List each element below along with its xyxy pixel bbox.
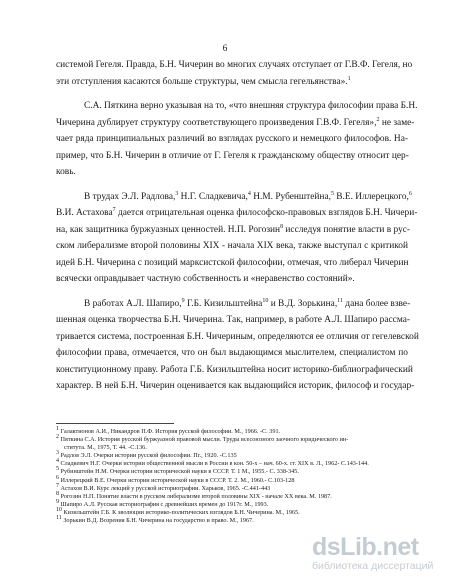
text-line: [56, 271, 408, 288]
text-run: идей Б.Н. Чичерина с позиций марксистской философии, отмечая, что либерал Чичерин: [56, 257, 409, 268]
text-line: [56, 255, 408, 272]
text-run: эти отступления касаются больше структуры, чем смысла гегельянства».: [56, 76, 348, 87]
text-run: В работах А.Л. Шапиро,: [84, 298, 182, 309]
footnote-text: Зорькин В.Д. Возрения Б.Н. Чичерина на государство и право. М., 1967.: [61, 517, 254, 525]
body-text: [56, 57, 419, 395]
text-run: всячески оправдывает частную собственность и «неравенство состояний».: [56, 274, 355, 284]
text-line: [56, 222, 411, 239]
text-line: [56, 238, 408, 255]
footnote: [56, 490, 408, 501]
footnote-text: Сладкевич Н.Г. Очерки истории общественной мысли в России в кон. 50-х – нач. 60-х. гг. XIX в. Л., 1962- С.143-144.: [59, 460, 369, 468]
text-line: [56, 205, 418, 222]
footnote-ref: 8: [280, 223, 284, 230]
text-run: исследуя понятие власти в рус-: [283, 224, 411, 235]
footnote-number: 11: [56, 514, 62, 521]
footnote: [56, 498, 408, 509]
footnote-text: Галактионов А.И., Никандров П.Ф. История русской философии. М., 1966. -С. 391.: [59, 428, 281, 435]
text-run: шенная оценка творчества Б.Н. Чичерина. Так, например, в работе А.Л. Шапиро рассма-: [56, 315, 410, 325]
watermark-logo: dsLib.net: [312, 533, 419, 561]
footnote-ref: 3: [175, 190, 179, 197]
text-line: [56, 189, 412, 206]
text-run: философии права, отмечается, что он был выдающимся мыслителем, специалистом по: [56, 348, 408, 358]
footnote-divider: [56, 423, 174, 424]
text-line: [56, 345, 408, 362]
text-line: [56, 115, 415, 132]
text-run: дается отрицательная оценка философско-правовых взглядов Б.Н. Чичери-: [115, 208, 418, 218]
text-run: чает ряда принципиальных различий во взглядах русского и немецкого философов. На-: [56, 134, 408, 144]
footnote: [56, 514, 408, 525]
text-run: ковь.: [56, 167, 76, 177]
text-run: не заме-: [379, 117, 415, 128]
footnote: [56, 482, 408, 493]
footnote-ref: 7: [112, 206, 116, 213]
text-line: [56, 312, 408, 329]
footnote-ref: 5: [330, 190, 334, 197]
text-run: пример, что Б.Н. Чичерин в отличие от Г. Гегеля к гражданскому обществу относит цер-: [56, 150, 409, 161]
footnote-text: Рубинштейн Н.М. Очерки истории исторической науки в СССР. Т. 1 М., 1955.- С. 338-345.: [59, 468, 299, 476]
text-run: ском либерализме второй половины XIX - начала XIX века, также выступал с критикой: [56, 241, 408, 251]
text-run: В.И. Астахова: [56, 208, 113, 218]
text-run: Г.Б. Кизильштейна: [184, 298, 263, 309]
text-line: [56, 296, 411, 313]
footnote-ref: 9: [181, 297, 185, 304]
text-line: [56, 148, 408, 165]
footnote-number: 9: [56, 498, 59, 505]
footnote-number: 5: [56, 466, 59, 473]
footnote-number: 10: [56, 506, 62, 513]
footnote-ref: 4: [247, 190, 251, 197]
text-run: дана более взве-: [342, 298, 411, 309]
footnote: [56, 474, 408, 485]
text-run: тривается система, построенная Б.Н. Чичериным, определяются ее отличия от гегелевской: [56, 331, 419, 342]
footnote: [56, 436, 408, 444]
text-run: Н.М. Рубенштейна,: [250, 191, 331, 202]
text-line: [56, 164, 408, 181]
footnote-number: 2: [56, 434, 59, 441]
text-line: [56, 74, 408, 91]
text-line: [56, 362, 413, 379]
text-run: характер. В ней Б.Н. Чичерин оценивается как выдающийся историк, философ и государ-: [56, 381, 415, 391]
text-run: конституционному праву. Работа Г.Б. Кизильштейна носит историко-библиографический: [56, 364, 413, 375]
text-line: [56, 329, 419, 346]
footnote-text: Астахов В.И. Курс лекций у русской историографии. Харьков, 1965. -С.441-443: [59, 484, 271, 492]
footnote-text: Рогозин Н.П. Понятие власти в русском либерализме второй половины XIX - начале XX века. М. 1987.: [59, 492, 332, 500]
footnote-text: Радлов Э.Л. Очерки истории русской философии. Пг., 1920. -С.135: [59, 452, 237, 460]
watermark-caption: библиотека диссертаций: [312, 560, 434, 572]
text-run: Н.Г. Сладкевича,: [178, 191, 248, 202]
footnote-text: Пяткина С.А. История русской буржуазной правовой мысли. Труды всесоюзного заочного юридического ин-: [59, 436, 349, 444]
footnote-ref: 1: [347, 75, 351, 82]
footnote-text: Иллерецкий В.Е. Очерки истории исторической науки в СССР. Т. 2. М., 1960.- С.103-128: [59, 476, 295, 484]
footnote-number: 3: [56, 450, 59, 457]
footnote-number: 8: [56, 490, 59, 497]
footnote-number: 1: [56, 425, 59, 432]
footnote: [56, 425, 408, 436]
footnote: [56, 468, 408, 476]
footnote-ref: 11: [337, 297, 343, 304]
footnote-number: 7: [56, 482, 59, 489]
text-run: и В.Д. Зорькина,: [268, 298, 338, 309]
text-line: [56, 57, 413, 74]
text-run: С.А. Пяткина верно указывая на то, «что внешняя структура философии права Б.Н.: [84, 101, 418, 111]
text-line: [56, 131, 408, 148]
footnote-ref: 2: [376, 116, 380, 123]
footnote-ref: 6: [408, 190, 412, 197]
text-line: [56, 98, 418, 115]
watermark: [312, 534, 440, 574]
text-run: В.Е. Иллерецкого,: [333, 191, 409, 202]
page-number: 6: [222, 44, 228, 54]
footnote-text: Шапиро А.Л. Русская историография с древнейших времен до 1917г. М., 1993.: [59, 500, 269, 508]
footnote-number: 6: [56, 474, 59, 481]
text-line: [56, 378, 415, 395]
text-run: системой Гегеля. Правда, Б.Н. Чичерин во многих случаях отступает от Г.В.Ф. Гегеля, но: [56, 60, 413, 70]
footnote-text: ститута. М., 1975, Т. 44. -С.136.: [64, 444, 147, 452]
footnotes: [56, 425, 408, 525]
footnote-ref: 10: [262, 297, 269, 304]
footnote: [56, 506, 408, 517]
footnote-text: Кизильштейн Г.Б. К эволюции историко-политических взглядов Б.Н. Чичерина. М., 1965.: [62, 508, 300, 516]
text-run: на, как защитника буржуазных ценностей. Н.П. Рогозин: [56, 224, 281, 235]
text-run: Чичерина дублирует структуру соответствующего произведения Г.В.Ф. Гегеля»,: [56, 117, 377, 128]
text-run: В трудах Э.Л. Радлова,: [84, 191, 176, 202]
footnote-number: 4: [56, 458, 59, 465]
